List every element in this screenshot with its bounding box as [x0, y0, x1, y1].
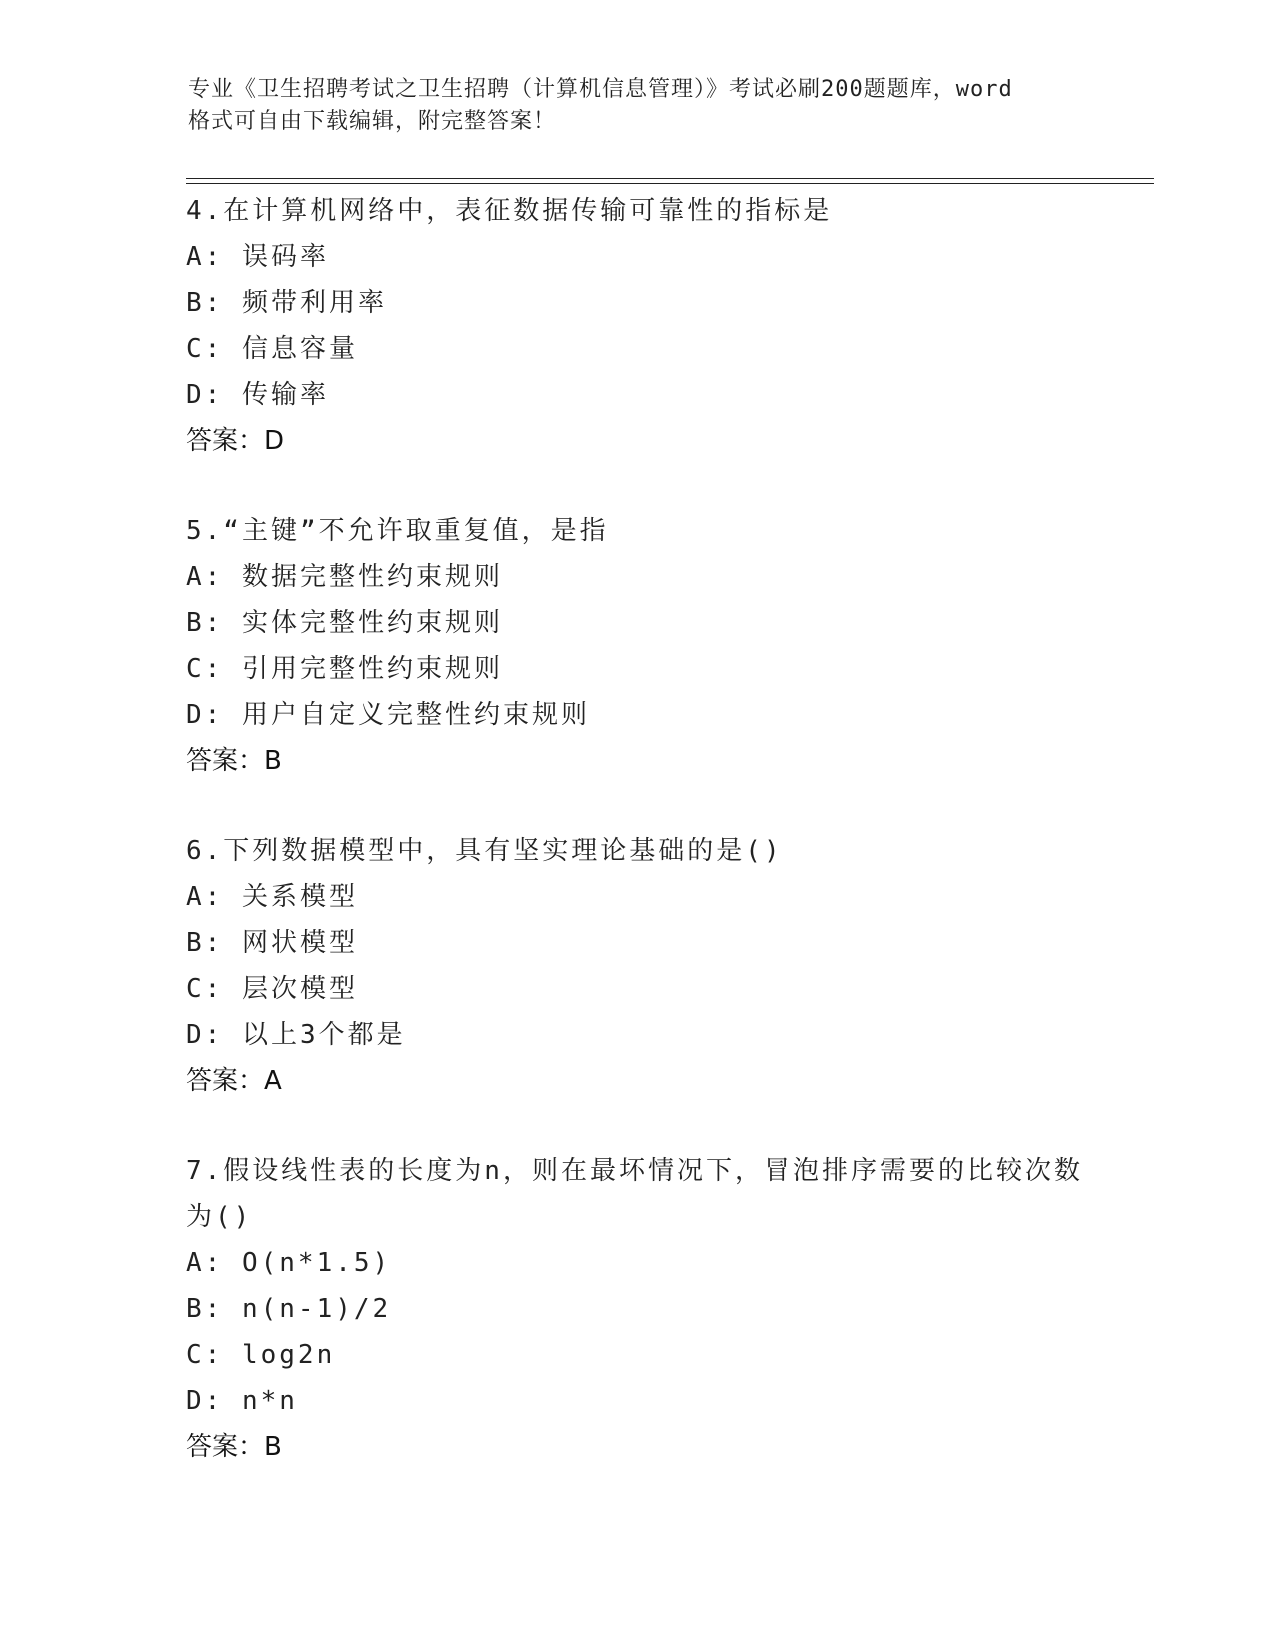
question-text: 5.“主键”不允许取重复值，是指 [186, 516, 609, 546]
option-d: D: 以上3个都是 [186, 1020, 406, 1050]
question-text: 7.假设线性表的长度为n，则在最坏情况下，冒泡排序需要的比较次数为() [186, 1156, 1083, 1232]
option-c: C: log2n [186, 1340, 336, 1370]
question-item [186, 188, 1146, 464]
question-text: 6.下列数据模型中，具有坚实理论基础的是() [186, 836, 783, 866]
option-d: D: n*n [186, 1386, 298, 1416]
option-b: B: 网状模型 [186, 928, 358, 958]
option-d: D: 用户自定义完整性约束规则 [186, 700, 590, 730]
question-item [186, 828, 1146, 1104]
document-header [188, 74, 1088, 138]
question-list [186, 188, 1146, 1514]
header-divider-top [186, 178, 1154, 179]
option-c: C: 信息容量 [186, 334, 358, 364]
question-text: 4.在计算机网络中，表征数据传输可靠性的指标是 [186, 196, 833, 226]
option-a: A: 误码率 [186, 242, 329, 272]
question-item [186, 508, 1146, 784]
option-b: B: n(n-1)/2 [186, 1294, 392, 1324]
header-divider-bottom [186, 183, 1154, 184]
option-b: B: 频带利用率 [186, 288, 387, 318]
option-d: D: 传输率 [186, 380, 329, 410]
option-a: A: O(n*1.5) [186, 1248, 392, 1278]
answer-label: 答案：A [186, 1066, 282, 1096]
option-c: C: 层次模型 [186, 974, 358, 1004]
answer-label: 答案：B [186, 1432, 282, 1462]
question-item [186, 1148, 1146, 1470]
header-line-1: 专业《卫生招聘考试之卫生招聘（计算机信息管理）》考试必刷200题题库，word [188, 77, 1013, 102]
option-a: A: 关系模型 [186, 882, 358, 912]
answer-label: 答案：D [186, 426, 285, 456]
option-b: B: 实体完整性约束规则 [186, 608, 503, 638]
header-line-2: 格式可自由下载编辑，附完整答案！ [188, 109, 557, 134]
answer-label: 答案：B [186, 746, 282, 776]
option-a: A: 数据完整性约束规则 [186, 562, 503, 592]
option-c: C: 引用完整性约束规则 [186, 654, 503, 684]
